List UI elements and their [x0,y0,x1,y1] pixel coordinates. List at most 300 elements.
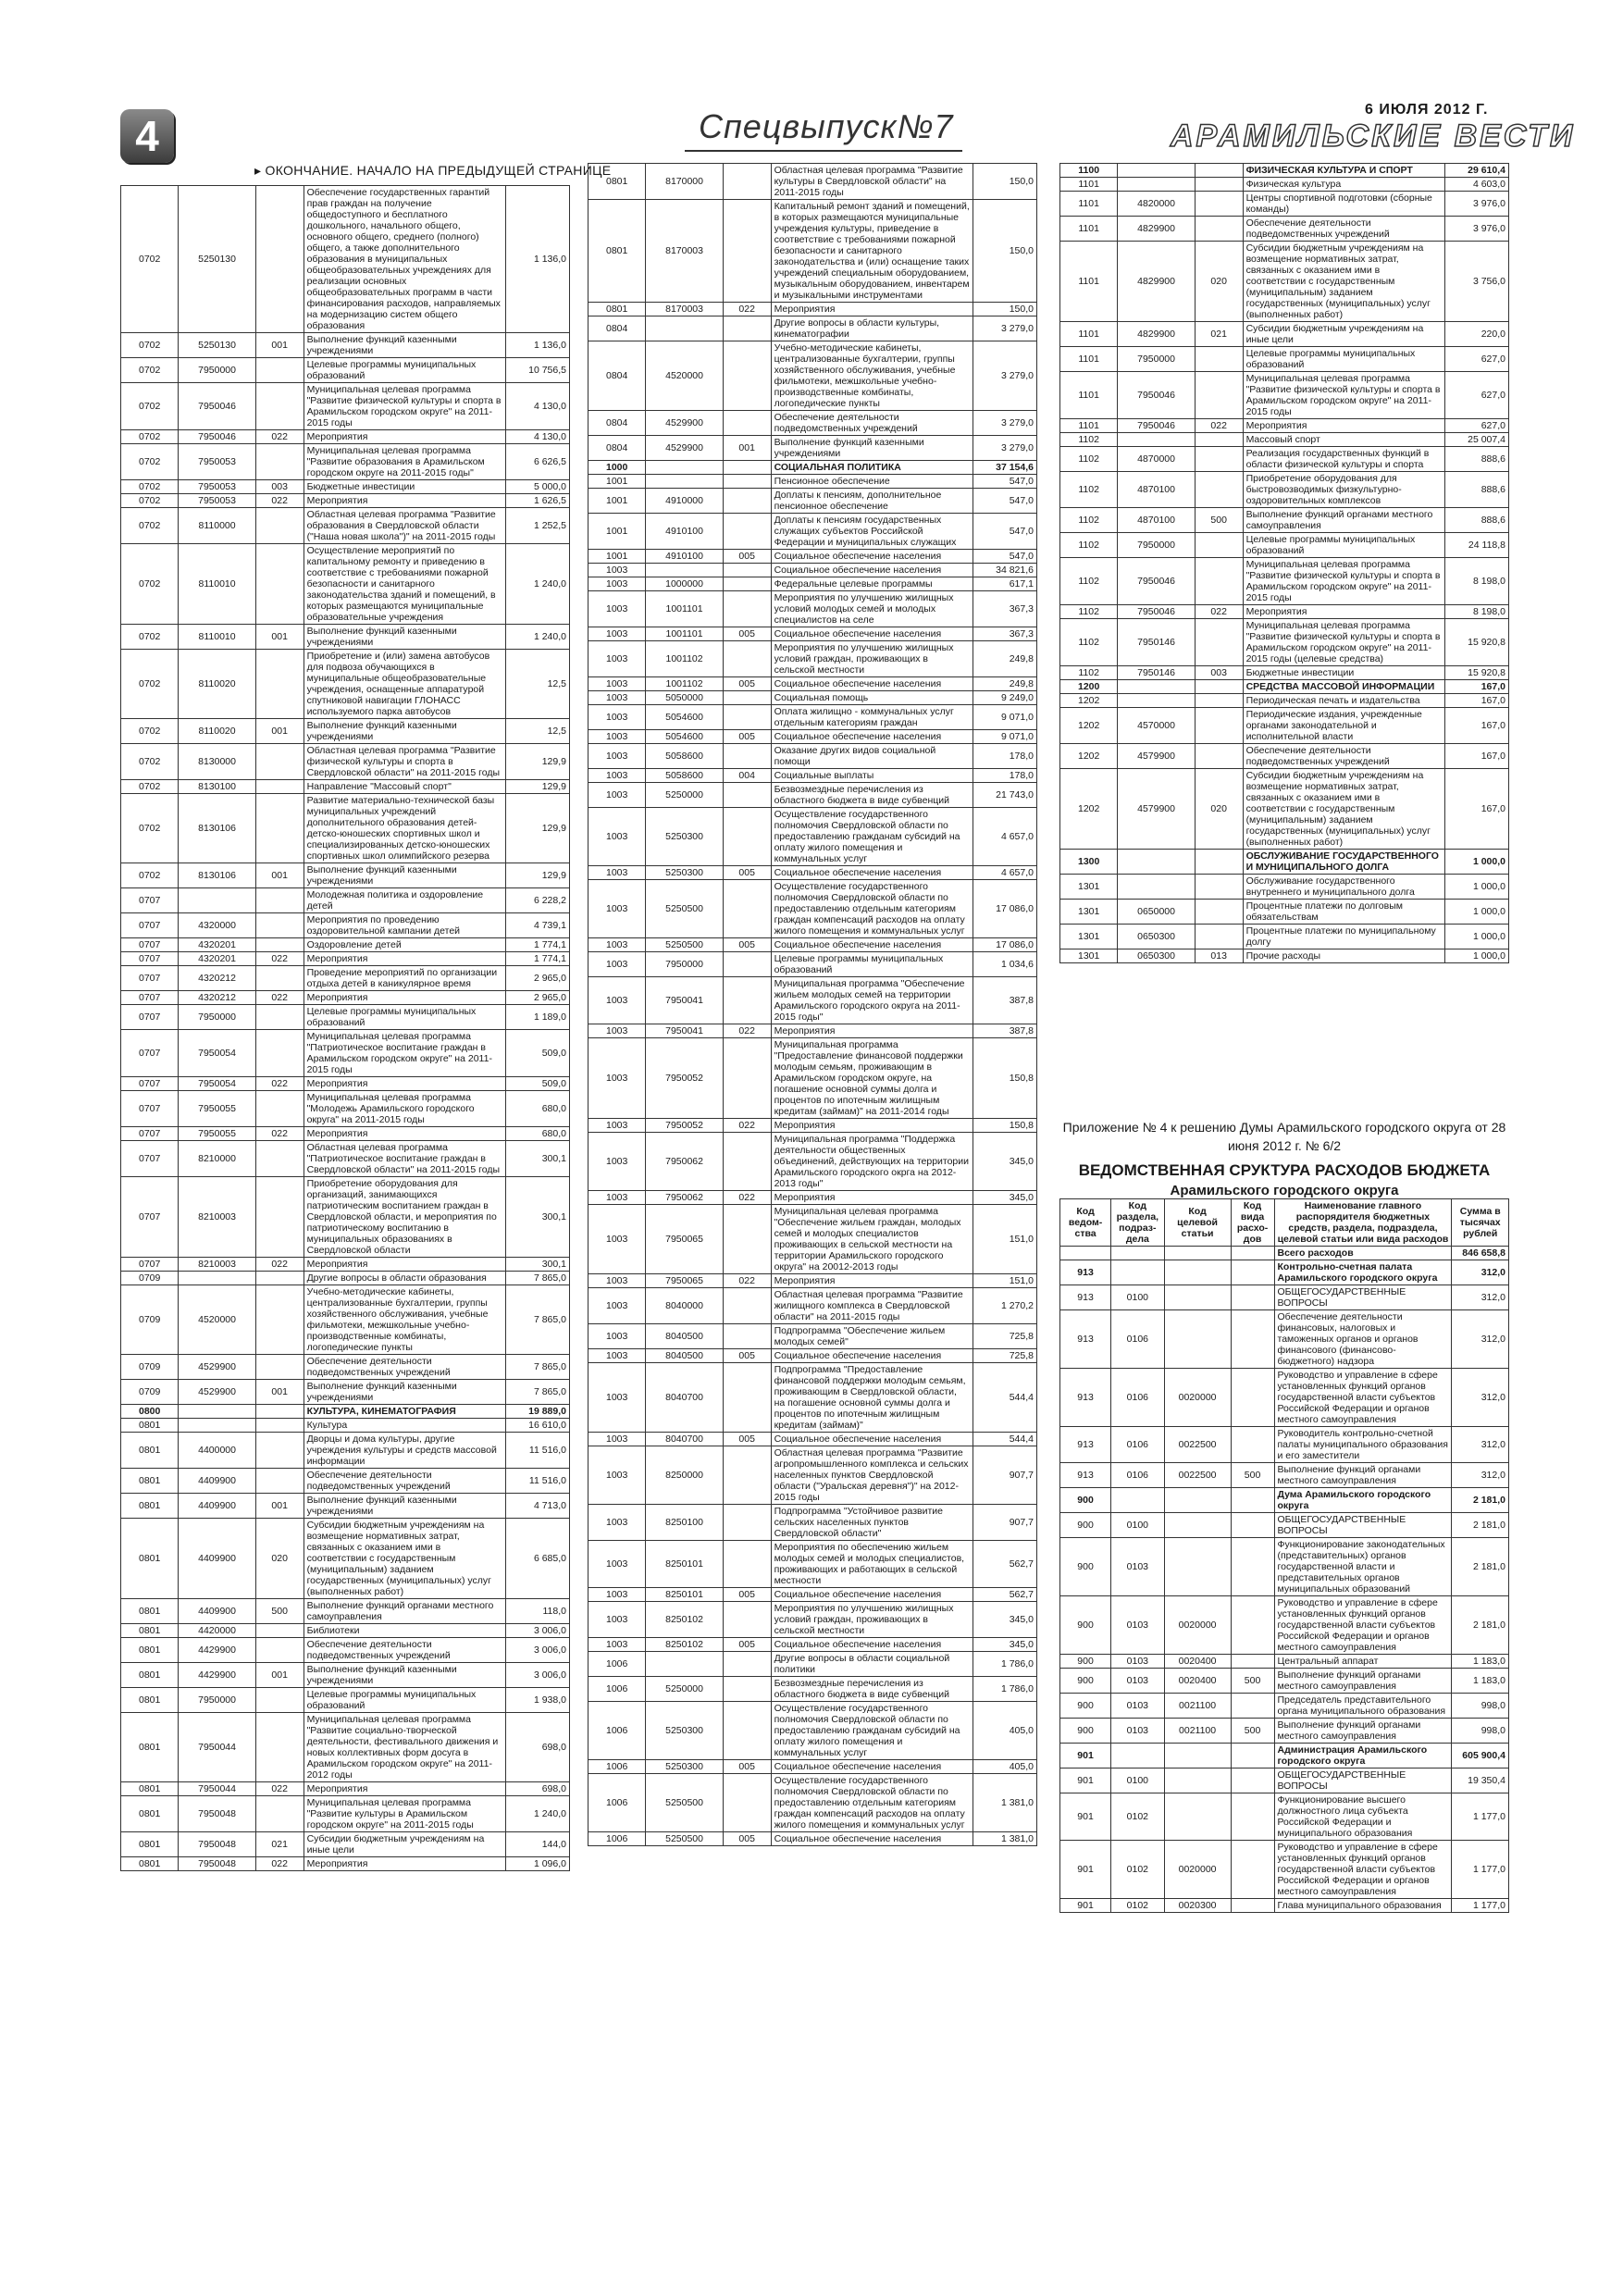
expense-type-code [723,977,771,1024]
table-row [121,508,570,544]
section-code: 1102 [1060,533,1118,558]
table-row [588,1288,1037,1324]
amount: 5 000,0 [506,480,570,494]
item-name: Другие вопросы в области образования [304,1272,506,1285]
section-code: 1102 [1060,558,1118,605]
item-name: Выполнение функций органами местного самоуправления [1274,1719,1452,1744]
dept-code: 913 [1060,1310,1111,1369]
amount: 1 774,1 [506,952,570,966]
amount: 1 000,0 [1445,850,1509,875]
section-code: 0702 [121,544,179,625]
item-name: Мероприятия по улучшению жилищных условий граждан, проживающих в сельской местности [771,641,973,677]
table-row [121,863,570,888]
amount: 300,1 [506,1177,570,1258]
item-name: Мероприятия [304,991,506,1005]
item-name: Руководство и управление в сфере установленных функций органов государственной власти субъектов Российской Федерации и органов местного самоуправления [1274,1369,1452,1427]
section-code: 1001 [588,550,646,564]
target-code: 8170003 [646,303,723,316]
item-name: Оказание других видов социальной помощи [771,744,973,769]
item-name: Выполнение функций казенными учреждениями [304,719,506,744]
expense-type-code [723,1038,771,1119]
target-code: 0020000 [1164,1841,1231,1899]
amount: 17 086,0 [973,938,1037,952]
expense-type-code [723,808,771,866]
expense-type-code [1231,1744,1274,1769]
expense-type-code [1195,694,1243,708]
item-name: Субсидии бюджетным учреждениям на иные цели [304,1832,506,1857]
item-name: Учебно-методические кабинеты, централизованные бухгалтерии, группы хозяйственного обслуживания, учебные фильмотеки, межшкольные учебно-производственные комбинаты, логопедические пункты [304,1285,506,1355]
dept-code: 913 [1060,1260,1111,1285]
section-code: 1101 [1060,322,1118,347]
expense-type-code [723,1677,771,1702]
expense-type-code [1231,1769,1274,1793]
section-code: 1101 [1060,347,1118,372]
section-code: 1102 [1060,619,1118,666]
target-code: 5058600 [646,744,723,769]
section-code: 1003 [588,1038,646,1119]
expense-type-code: 001 [255,1663,304,1688]
amount: 151,0 [973,1205,1037,1274]
item-name: Учебно-методические кабинеты, централизованные бухгалтерии, группы хозяйственного обслуживания, учебные фильмотеки, межшкольные учебно-производственные комбинаты, логопедические пункты [771,341,973,411]
section-code: 0709 [121,1285,179,1355]
expense-type-code [723,1505,771,1541]
target-code: 8040000 [646,1288,723,1324]
item-name: СОЦИАЛЬНАЯ ПОЛИТИКА [771,461,973,475]
target-code: 0020000 [1164,1369,1231,1427]
table-row [588,1274,1037,1288]
item-name: Обеспечение деятельности подведомственных учреждений [304,1638,506,1663]
table-row [588,1505,1037,1541]
section-code: 0100 [1111,1285,1164,1310]
table-row [1060,680,1509,694]
amount: 4 657,0 [973,866,1037,880]
target-code: 5250500 [646,1832,723,1846]
item-name: Выполнение функций органами местного самоуправления [1274,1463,1452,1488]
expense-type-code [723,783,771,808]
table-row [121,1469,570,1494]
item-name: Безвозмездные перечисления из областного бюджета в виде субвенций [771,1677,973,1702]
item-name: Выполнение функций органами местного самоуправления [1274,1669,1452,1694]
target-code: 5054600 [646,730,723,744]
amount: 1 240,0 [506,1796,570,1832]
table-row [588,1541,1037,1588]
amount: 698,0 [506,1782,570,1796]
continuation-text: ОКОНЧАНИЕ. НАЧАЛО НА ПРЕДЫДУЩЕЙ СТРАНИЦЕ [265,163,612,178]
target-code [1164,1285,1231,1310]
target-code: 8170000 [646,164,723,200]
item-name: Социальная помощь [771,691,973,705]
expense-type-code [1195,433,1243,447]
amount: 7 865,0 [506,1272,570,1285]
section-code: 1003 [588,591,646,627]
amount: 1 774,1 [506,938,570,952]
table-row [588,1588,1037,1602]
target-code: 1001101 [646,591,723,627]
target-code: 7950062 [646,1191,723,1205]
amount: 846 658,8 [1452,1247,1509,1260]
amount: 888,6 [1445,447,1509,472]
section-code: 1001 [588,489,646,514]
table-row [1060,769,1509,850]
amount: 1 000,0 [1445,900,1509,925]
target-code: 4820000 [1118,192,1195,217]
dept-code: 900 [1060,1719,1111,1744]
section-code: 1003 [588,1274,646,1288]
expense-type-code [255,1005,304,1030]
table-row [1060,347,1509,372]
table-row [1060,433,1509,447]
section-code: 1003 [588,564,646,577]
target-code: 8130106 [179,794,255,863]
target-code: 7950000 [646,952,723,977]
item-name: Социальное обеспечение населения [771,1588,973,1602]
target-code: 7950055 [179,1127,255,1141]
table-row [588,461,1037,475]
amount: 15 920,8 [1445,666,1509,680]
section-code: 0702 [121,625,179,650]
section-code: 1102 [1060,447,1118,472]
target-code [646,1652,723,1677]
table-row [121,1077,570,1091]
target-code: 7950054 [179,1077,255,1091]
target-code: 8210000 [179,1141,255,1177]
amount: 7 865,0 [506,1285,570,1355]
section-code: 0707 [121,1127,179,1141]
target-code: 7950146 [1118,666,1195,680]
target-code: 1000000 [646,577,723,591]
section-code: 1102 [1060,666,1118,680]
item-name: Дворцы и дома культуры, другие учреждения культуры и средств массовой информации [304,1433,506,1469]
target-code [646,475,723,489]
table-row [588,1446,1037,1505]
amount: 220,0 [1445,322,1509,347]
target-code [1118,694,1195,708]
amount: 9 249,0 [973,691,1037,705]
item-name: Мероприятия [771,1274,973,1288]
expense-type-code [723,577,771,591]
table-row [121,719,570,744]
expense-type-code [723,1324,771,1349]
table-row [588,977,1037,1024]
section-code: 1000 [588,461,646,475]
item-name: Руководство и управление в сфере установленных функций органов государственной власти субъектов Российской Федерации и органов местного самоуправления [1274,1841,1452,1899]
title-underline [685,150,962,152]
table-row [1060,875,1509,900]
expense-type-code [255,1285,304,1355]
section-code: 1003 [588,1205,646,1274]
expense-type-code: 020 [255,1519,304,1599]
dept-code: 913 [1060,1463,1111,1488]
target-code: 4409900 [179,1519,255,1599]
section-code: 0103 [1111,1655,1164,1669]
target-code: 8110010 [179,625,255,650]
table-row [588,577,1037,591]
section-code: 0801 [588,164,646,200]
section-code: 1101 [1060,217,1118,242]
amount: 19 350,4 [1452,1769,1509,1793]
section-code: 1003 [588,1446,646,1505]
amount: 627,0 [1445,419,1509,433]
item-name: Мероприятия [771,1119,973,1133]
expense-type-code [255,186,304,333]
section-code: 0702 [121,358,179,383]
table-row [1060,1488,1509,1513]
section-code: 0707 [121,938,179,952]
section-code: 0106 [1111,1427,1164,1463]
amount: 680,0 [506,1127,570,1141]
target-code: 1001102 [646,677,723,691]
table-row [1060,605,1509,619]
expense-type-code [255,383,304,430]
section-code: 1003 [588,691,646,705]
target-code: 7950044 [179,1782,255,1796]
table-row [1060,708,1509,744]
amount: 562,7 [973,1541,1037,1588]
expense-type-code: 022 [723,1119,771,1133]
table-row [121,333,570,358]
target-code: 4529900 [646,411,723,436]
expense-type-code [723,952,771,977]
table-row [121,1832,570,1857]
amount: 150,0 [973,200,1037,303]
expense-type-code: 005 [723,550,771,564]
amount: 12,5 [506,719,570,744]
expense-type-code: 001 [255,333,304,358]
section-code: 0800 [121,1405,179,1419]
item-name: Социальное обеспечение населения [771,1433,973,1446]
amount: 7 865,0 [506,1355,570,1380]
section-code: 1301 [1060,949,1118,963]
item-name: Муниципальная программа "Обеспечение жильем молодых семей на территории Арамильского городского округа на 2011-2015 годы" [771,977,973,1024]
expense-type-code [723,341,771,411]
section-code: 0707 [121,1077,179,1091]
amount: 1 096,0 [506,1857,570,1871]
item-name: Муниципальная целевая программа "Патриотическое воспитание граждан в Арамильском городском округе" на 2011-2015 годы [304,1030,506,1077]
target-code: 8250102 [646,1638,723,1652]
table-row [1060,1260,1509,1285]
target-code: 7950000 [179,358,255,383]
amount: 509,0 [506,1077,570,1091]
section-code: 1006 [588,1652,646,1677]
target-code: 0021100 [1164,1719,1231,1744]
table-row [121,1258,570,1272]
table-row [121,1599,570,1624]
section-code: 1003 [588,938,646,952]
expense-type-code [723,475,771,489]
expense-type-code [1231,1310,1274,1369]
amount: 907,7 [973,1446,1037,1505]
item-name: Социальное обеспечение населения [771,866,973,880]
section-code: 0707 [121,1030,179,1077]
section-code: 1003 [588,641,646,677]
expense-type-code [255,1091,304,1127]
target-code: 7950046 [1118,558,1195,605]
table-row [1060,1744,1509,1769]
item-name: Муниципальная целевая программа "Развитие социально-творческой деятельности, фестивального движения и новых коллективных форм досуга в Арамильском городском округе" на 2011-2012 годы [304,1713,506,1782]
amount: 1 183,0 [1452,1655,1509,1669]
section-code: 0702 [121,794,179,863]
section-code: 1001 [588,475,646,489]
expense-type-code [723,1541,771,1588]
item-name: ОБСЛУЖИВАНИЕ ГОСУДАРСТВЕННОГО И МУНИЦИПАЛЬНОГО ДОЛГА [1243,850,1445,875]
target-code: 8170003 [646,200,723,303]
table-row [1060,744,1509,769]
section-code: 0801 [121,1419,179,1433]
expense-type-code: 020 [1195,242,1243,322]
table-row [121,1272,570,1285]
table-row [1060,900,1509,925]
table-row [121,913,570,938]
amount: 345,0 [973,1133,1037,1191]
target-code: 5050000 [646,691,723,705]
target-code [1164,1310,1231,1369]
table-row [121,1005,570,1030]
item-name: Обеспечение деятельности подведомственных учреждений [1243,744,1445,769]
table-row [121,358,570,383]
table-row [1060,508,1509,533]
table-row [121,1857,570,1871]
target-code: 4320212 [179,966,255,991]
amount: 888,6 [1445,508,1509,533]
expense-type-code [255,358,304,383]
section-code: 1202 [1060,694,1118,708]
target-code: 5250300 [646,866,723,880]
item-name: Безвозмездные перечисления из областного бюджета в виде субвенций [771,783,973,808]
table-row [588,938,1037,952]
item-name: Проведение мероприятий по организации отдыха детей в каникулярное время [304,966,506,991]
expense-type-code: 003 [255,480,304,494]
departmental-structure-table [1059,1198,1509,1913]
item-name: Мероприятия [771,1191,973,1205]
table-row [1060,1719,1509,1744]
section-code: 0702 [121,650,179,719]
item-name: ОБЩЕГОСУДАРСТВЕННЫЕ ВОПРОСЫ [1274,1769,1452,1793]
item-name: Капитальный ремонт зданий и помещений, в которых размещаются муниципальные учреждения культуры, приведение в соответствие с требованиями пожарной безопасности и санитарного законодательства и (или) оснащение таких учреждений специальным оборудованием, музыкальным оборудованием, инвентарем и музыкальными инструментами [771,200,973,303]
section-code: 0801 [121,1494,179,1519]
target-code [1164,1488,1231,1513]
section-code: 0106 [1111,1310,1164,1369]
table-row [588,1205,1037,1274]
target-code: 7950065 [646,1274,723,1288]
table-row [121,1141,570,1177]
expense-type-code: 001 [255,1494,304,1519]
table-row [1060,1463,1509,1488]
expense-type-code [1195,875,1243,900]
amount: 129,9 [506,863,570,888]
section-code: 1202 [1060,744,1118,769]
target-code: 8250000 [646,1446,723,1505]
table-row [588,303,1037,316]
table-row [1060,419,1509,433]
section-code: 1102 [1060,508,1118,533]
section-code: 1003 [588,977,646,1024]
table-row [121,1380,570,1405]
item-name: Бюджетные инвестиции [1243,666,1445,680]
item-name: Субсидии бюджетным учреждениям на иные цели [1243,322,1445,347]
amount: 6 228,2 [506,888,570,913]
table-row [121,1177,570,1258]
expense-type-code [1195,850,1243,875]
amount: 312,0 [1452,1310,1509,1369]
section-code: 0707 [121,1091,179,1127]
expense-type-code [1231,1841,1274,1899]
dept-code: 901 [1060,1841,1111,1899]
item-name: Мероприятия [304,1127,506,1141]
item-name: Муниципальная целевая программа "Развитие культуры в Арамильском городском округе" на 2011-2015 годы [304,1796,506,1832]
expense-type-code [1195,472,1243,508]
expense-type-code [723,316,771,341]
amount: 118,0 [506,1599,570,1624]
expense-type-code [1231,1285,1274,1310]
expense-type-code [255,1419,304,1433]
table-row [121,480,570,494]
section-code: 0709 [121,1355,179,1380]
expense-type-code: 022 [723,1024,771,1038]
amount: 24 118,8 [1445,533,1509,558]
item-name: Обеспечение деятельности подведомственных учреждений [304,1355,506,1380]
section-code: 1202 [1060,769,1118,850]
item-name: Муниципальная целевая программа "Развитие физической культуры и спорта в Арамильском городском округе" на 2011-2015 годы [304,383,506,430]
expense-type-code [255,1141,304,1177]
expense-type-code [723,744,771,769]
amount: 2 181,0 [1452,1488,1509,1513]
target-code: 8110020 [179,650,255,719]
target-code: 8250101 [646,1541,723,1588]
amount: 312,0 [1452,1285,1509,1310]
section-code: 1003 [588,627,646,641]
target-code: 4320201 [179,952,255,966]
item-name: Мероприятия по улучшению жилищных условий молодых семей и молодых специалистов на селе [771,591,973,627]
table-row [588,1349,1037,1363]
expense-type-code [255,508,304,544]
expense-type-code [723,411,771,436]
target-code [1118,680,1195,694]
item-name: Обеспечение деятельности подведомственных учреждений [304,1469,506,1494]
item-name: Социальное обеспечение населения [771,564,973,577]
amount: 3 756,0 [1445,242,1509,322]
target-code: 4529900 [179,1380,255,1405]
header-cell: Код целевой статьи [1164,1199,1231,1247]
section-code: 0702 [121,744,179,780]
item-name: Периодические издания, учрежденные органами законодательной и исполнительной власти [1243,708,1445,744]
target-code: 7950054 [179,1030,255,1077]
item-name: Оплата жилищно - коммунальных услуг отдельным категориям граждан [771,705,973,730]
table-row [588,1191,1037,1205]
section-code: 0702 [121,480,179,494]
table-row [121,952,570,966]
item-name: Прочие расходы [1243,949,1445,963]
table-row [588,475,1037,489]
amount: 4 657,0 [973,808,1037,866]
amount: 21 743,0 [973,783,1037,808]
table-row [588,341,1037,411]
dept-code: 900 [1060,1538,1111,1596]
expense-type-code: 022 [255,952,304,966]
expense-type-code [1195,900,1243,925]
expense-type-code [723,1602,771,1638]
item-name: Периодическая печать и издательства [1243,694,1445,708]
table-row [121,780,570,794]
section-code: 1003 [588,1505,646,1541]
item-name: Мероприятия [304,1077,506,1091]
item-name: Муниципальная программа "Предоставление финансовой поддержки молодым семьям, проживающим в Арамильском городском округе, на погашение основной суммы долга и процентов по ипотечным жилищным кредитам (займам)" на 2011-2014 годы [771,1038,973,1119]
section-code: 0707 [121,952,179,966]
amount: 547,0 [973,550,1037,564]
item-name: Выполнение функций органами местного самоуправления [1243,508,1445,533]
target-code: 4570000 [1118,708,1195,744]
target-code: 4409900 [179,1494,255,1519]
expense-type-code [1231,1655,1274,1669]
